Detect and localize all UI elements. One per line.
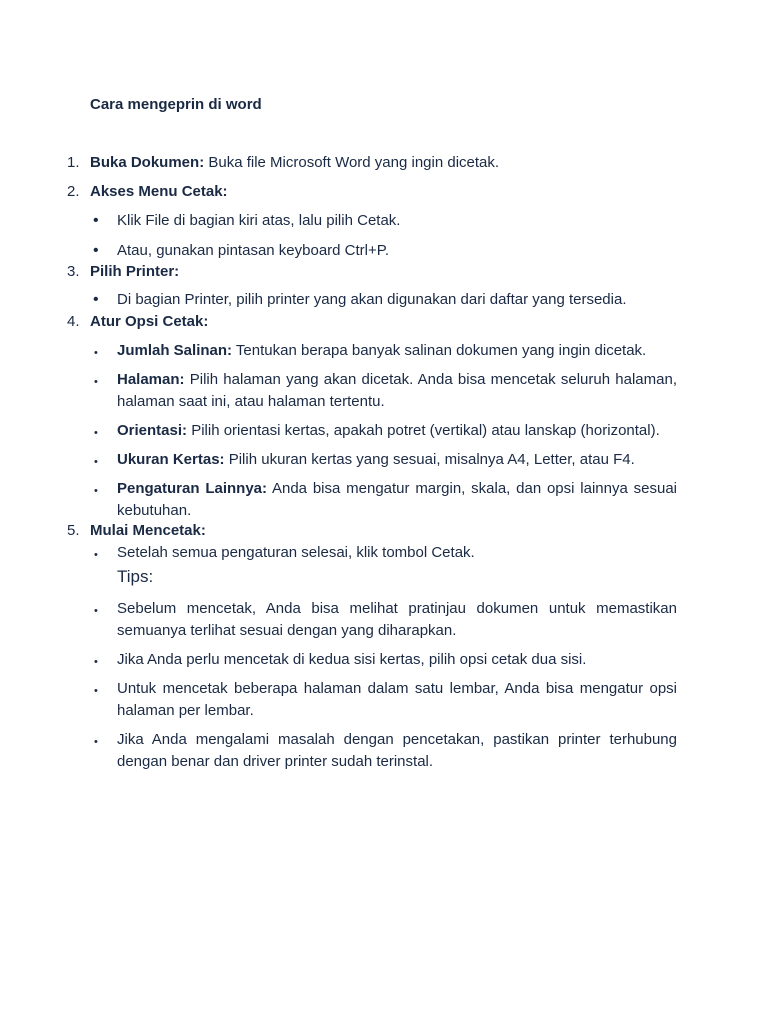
step-1: [90, 152, 499, 174]
item-label: Pengaturan Lainnya:: [117, 480, 267, 497]
bullet-icon: •: [94, 456, 98, 468]
list-item: Atau, gunakan pintasan keyboard Ctrl+P.: [117, 242, 389, 259]
bullet-icon: •: [94, 376, 98, 388]
step-heading: Atur Opsi Cetak:: [90, 313, 209, 330]
tips-label: Tips:: [117, 567, 154, 586]
document-title: Cara mengeprin di word: [90, 96, 262, 113]
list-item: Klik File di bagian kiri atas, lalu pilih Cetak.: [117, 212, 401, 229]
tip-item: Jika Anda perlu mencetak di kedua sisi kertas, pilih opsi cetak dua sisi.: [117, 651, 587, 668]
step-number: 5.: [67, 522, 80, 539]
step-text: Buka file Microsoft Word yang ingin dicetak.: [204, 154, 500, 171]
bullet-icon: •: [93, 242, 99, 259]
list-item: [117, 420, 660, 442]
bullet-icon: •: [93, 212, 99, 229]
tip-item: Untuk mencetak beberapa halaman dalam satu lembar, Anda bisa mengatur opsi halaman per lembar.: [117, 680, 677, 719]
bullet-icon: •: [93, 291, 99, 308]
bullet-icon: •: [94, 656, 98, 668]
item-label: Orientasi:: [117, 422, 188, 439]
list-item: [117, 369, 677, 413]
step-number: 1.: [67, 154, 80, 171]
list-item: Setelah semua pengaturan selesai, klik tombol Cetak.: [117, 544, 475, 561]
bullet-icon: •: [94, 427, 98, 439]
step-heading: Mulai Mencetak:: [90, 522, 206, 539]
step-number: 2.: [67, 183, 80, 200]
item-label: Jumlah Salinan:: [117, 342, 233, 359]
item-text: Pilih halaman yang akan dicetak. Anda bisa mencetak seluruh halaman, halaman saat ini, atau halaman tertentu.: [117, 371, 677, 410]
bullet-icon: •: [94, 485, 98, 497]
item-label: Ukuran Kertas:: [117, 451, 225, 468]
list-item: [117, 340, 646, 362]
item-text: Pilih orientasi kertas, apakah potret (vertikal) atau lanskap (horizontal).: [187, 422, 660, 439]
bullet-icon: •: [94, 605, 98, 617]
tip-item: Jika Anda mengalami masalah dengan pencetakan, pastikan printer terhubung dengan benar dan driver printer sudah terinstal.: [117, 731, 677, 770]
bullet-icon: •: [94, 549, 98, 561]
step-number: 3.: [67, 263, 80, 280]
item-text: Anda bisa mengatur margin, skala, dan opsi lainnya sesuai kebutuhan.: [117, 480, 677, 519]
list-item: [117, 449, 635, 471]
step-heading: Buka Dokumen:: [90, 154, 205, 171]
tip-item: Sebelum mencetak, Anda bisa melihat pratinjau dokumen untuk memastikan semuanya terlihat sesuai dengan yang diharapkan.: [117, 600, 677, 639]
bullet-icon: •: [94, 685, 98, 697]
list-item: [117, 478, 677, 522]
list-item: Di bagian Printer, pilih printer yang akan digunakan dari daftar yang tersedia.: [117, 291, 627, 308]
item-label: Halaman:: [117, 371, 185, 388]
item-text: Pilih ukuran kertas yang sesuai, misalnya A4, Letter, atau F4.: [224, 451, 635, 468]
step-heading: Akses Menu Cetak:: [90, 183, 228, 200]
bullet-icon: •: [94, 736, 98, 748]
item-text: Tentukan berapa banyak salinan dokumen yang ingin dicetak.: [232, 342, 647, 359]
bullet-icon: •: [94, 347, 98, 359]
step-number: 4.: [67, 313, 80, 330]
step-heading: Pilih Printer:: [90, 263, 180, 280]
